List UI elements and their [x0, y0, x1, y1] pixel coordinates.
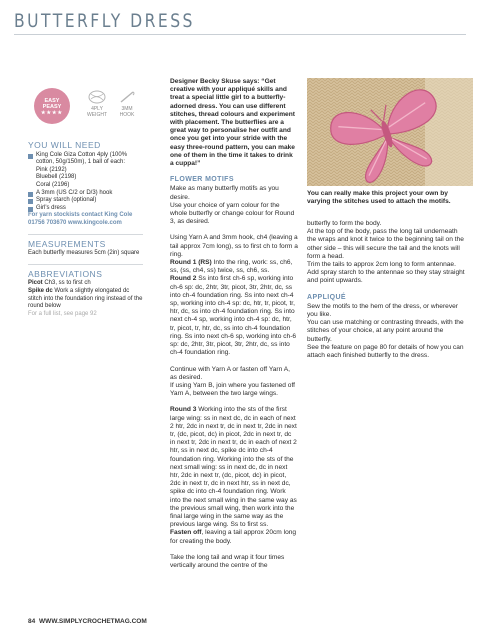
measurements-heading: MEASUREMENTS [28, 238, 106, 249]
photo-caption: You can really make this project your own by varying the stitches used to attach the motifs. [307, 190, 451, 206]
badge-line1: EASY [44, 98, 60, 104]
hook-label1: 3MM [121, 106, 133, 112]
badge-line2: PEASY [42, 104, 62, 110]
applique-para-2: You can use matching or contrasting threads, with the stitches of your choice, at any point around the butterfly. [307, 319, 464, 343]
colour-coral: Coral (2196) [36, 181, 70, 188]
section-divider [28, 234, 143, 235]
applique-para-3: See the feature on page 80 for details of how you can attach each finished butterfly to the dress. [307, 343, 464, 360]
motif-para-4: Continue with Yarn A or fasten off Yarn A, as desired. [170, 365, 290, 381]
round-2: Round 2 Ss into first ch-6 sp, working into ch-6 sp: dc, 2htr, 3tr, picot, 3tr, 2htr, dc, ss into ch-4 foundation ring. Ss into next ch-4 sp, working into ch-4 sp: dc, htr, tr, picot, tr, htr, dc, ss into ch-4 foundation ring. Ss into next ch-4 sp, working into ch-4 sp: dc, htr, tr, picot, tr, htr, dc, ss into ch-4 foundation ring. Ss into next ch-6 sp, working into ch-6 sp: dc, 2htr, 3tr, picot, 3tr, 2htr, dc, ss into ch-4 foundation ring. [170, 275, 297, 357]
title-divider [14, 34, 466, 35]
yarn-label2: WEIGHT [87, 112, 107, 118]
website-link: WWW.SIMPLYCROCHETMAG.COM [39, 618, 147, 625]
body-para-2: At the top of the body, pass the long tail underneath the wraps and knot it twice to the beginning tail on the other side – this will secure the tail and the knots will form a head. [307, 228, 464, 260]
hook-size-indicator [112, 90, 142, 118]
you-will-need-heading: YOU WILL NEED [28, 140, 101, 150]
yarn-icon [88, 90, 106, 104]
page-title: BUTTERFLY DRESS [14, 10, 195, 32]
yarn-label1: 4PLY [91, 106, 103, 112]
motif-para-6: Take the long tail and wrap it four times vertically around the centre of the [170, 553, 285, 569]
abbrev-full-list: For a full list, see page 92 [28, 310, 97, 317]
page-number: 84 [28, 618, 36, 625]
section-divider [28, 264, 143, 265]
motif-para-3: Using Yarn A and 3mm hook, ch4 (leaving a tail approx 7cm long), ss to first ch to form a ring. [170, 234, 298, 258]
butterfly-photo [307, 78, 473, 186]
body-para-3: Trim the tails to approx 2cm long to form antennae. Add spray starch to the antennae so they stay straight and point upwards. [307, 261, 465, 285]
bullet-square-icon [28, 199, 33, 204]
abbrev-picot: Picot Ch3, ss to first ch [28, 280, 91, 287]
bullet-square-icon [28, 207, 33, 212]
material-starch: Spray starch (optional) [28, 197, 143, 205]
applique-para-1: Sew the motifs to the hem of the dress, or wherever you like. [307, 302, 458, 319]
material-hook: A 3mm (US C/2 or D/3) hook [28, 190, 143, 198]
bullet-square-icon [28, 192, 33, 197]
motif-para-5: If using Yarn B, join where you fastened off Yarn A, between the two large wings. [170, 381, 295, 398]
measurements-text: Each butterfly measures 5cm (2in) square [28, 250, 140, 257]
flower-motifs-heading: FLOWER MOTIFS [170, 176, 234, 184]
sidebar [28, 142, 143, 318]
colour-pink: Pink (2192) [36, 166, 67, 173]
round-1: Round 1 (RS) Into the ring, work: ss, ch6, ss, (ss, ch4, ss) twice, ss, ch6, ss. [170, 259, 293, 275]
motif-para-2: Use your choice of yarn colour for the whole butterfly or change colour for Round 3, as desired. [170, 201, 295, 226]
right-column [307, 220, 467, 360]
designer-intro: Designer Becky Skuse says: “Get creative with your appliqué skills and treat a special little girl to a butterfly-adorned dress. You can use different stitches, thread colours and experiment with placement. The butterflies are a great way to personalise her outfit and once you get into your stride with the easy three-round pattern, you can make one of them in the time it takes to drink a cuppa!” [170, 78, 295, 168]
fasten-off: Fasten off, leaving a tail approx 20cm long for creating the body. [170, 529, 297, 545]
round-3: Round 3 Working into the sts of the first large wing: ss in next dc, dc in each of next 2 htr, 2dc in next tr, dc in next tr, 2dc in next tr, (dc, picot, dc) in picot, 2dc in next tr, dc in next tr, 2dc in next tr, dc in each of next 2 htr, ss in next dc, spike dc into ch-4 foundation ring. Working into the sts of the next small wing: ss in next dc, dc in next htr, 2dc in next tr, (dc, picot, dc) in picot, 2dc in next tr, dc in next htr, ss in next dc, spike dc into ch-4 foundation ring. Work into the next small wing in the same way as the previous small wing, then work into the final large wing in the same way as the previous large wing. Ss to first ss. [170, 406, 297, 529]
page-footer [28, 618, 149, 625]
butterfly-motif-image [307, 78, 473, 186]
colour-bluebell: Bluebell (2198) [36, 174, 77, 181]
badge-stars: ★★★★ [41, 110, 63, 116]
body-para-1: butterfly to form the body. [307, 220, 382, 227]
yarn-weight-indicator [82, 90, 112, 118]
abbreviations-heading: ABBREVIATIONS [28, 268, 103, 279]
instructions-column [170, 78, 298, 570]
stockists-info: For yarn stockists contact King Cole 01756 703670 www.kingcole.com [28, 212, 133, 226]
difficulty-badge [34, 88, 70, 124]
bullet-square-icon [28, 154, 33, 159]
applique-heading: APPLIQUÉ [307, 293, 346, 301]
material-yarn: King Cole Giza Cotton 4ply (100% cotton, 50g/150m), 1 ball of each: [28, 152, 143, 167]
abbrev-spike: Spike dc Work a slightly elongated dc stitch into the foundation ring instead of the round below [28, 287, 143, 310]
material-dress: Girl's dress [28, 205, 143, 213]
motif-para-1: Make as many butterfly motifs as you desire. [170, 185, 279, 201]
hook-icon [118, 90, 136, 104]
hook-label2: HOOK [119, 112, 135, 118]
